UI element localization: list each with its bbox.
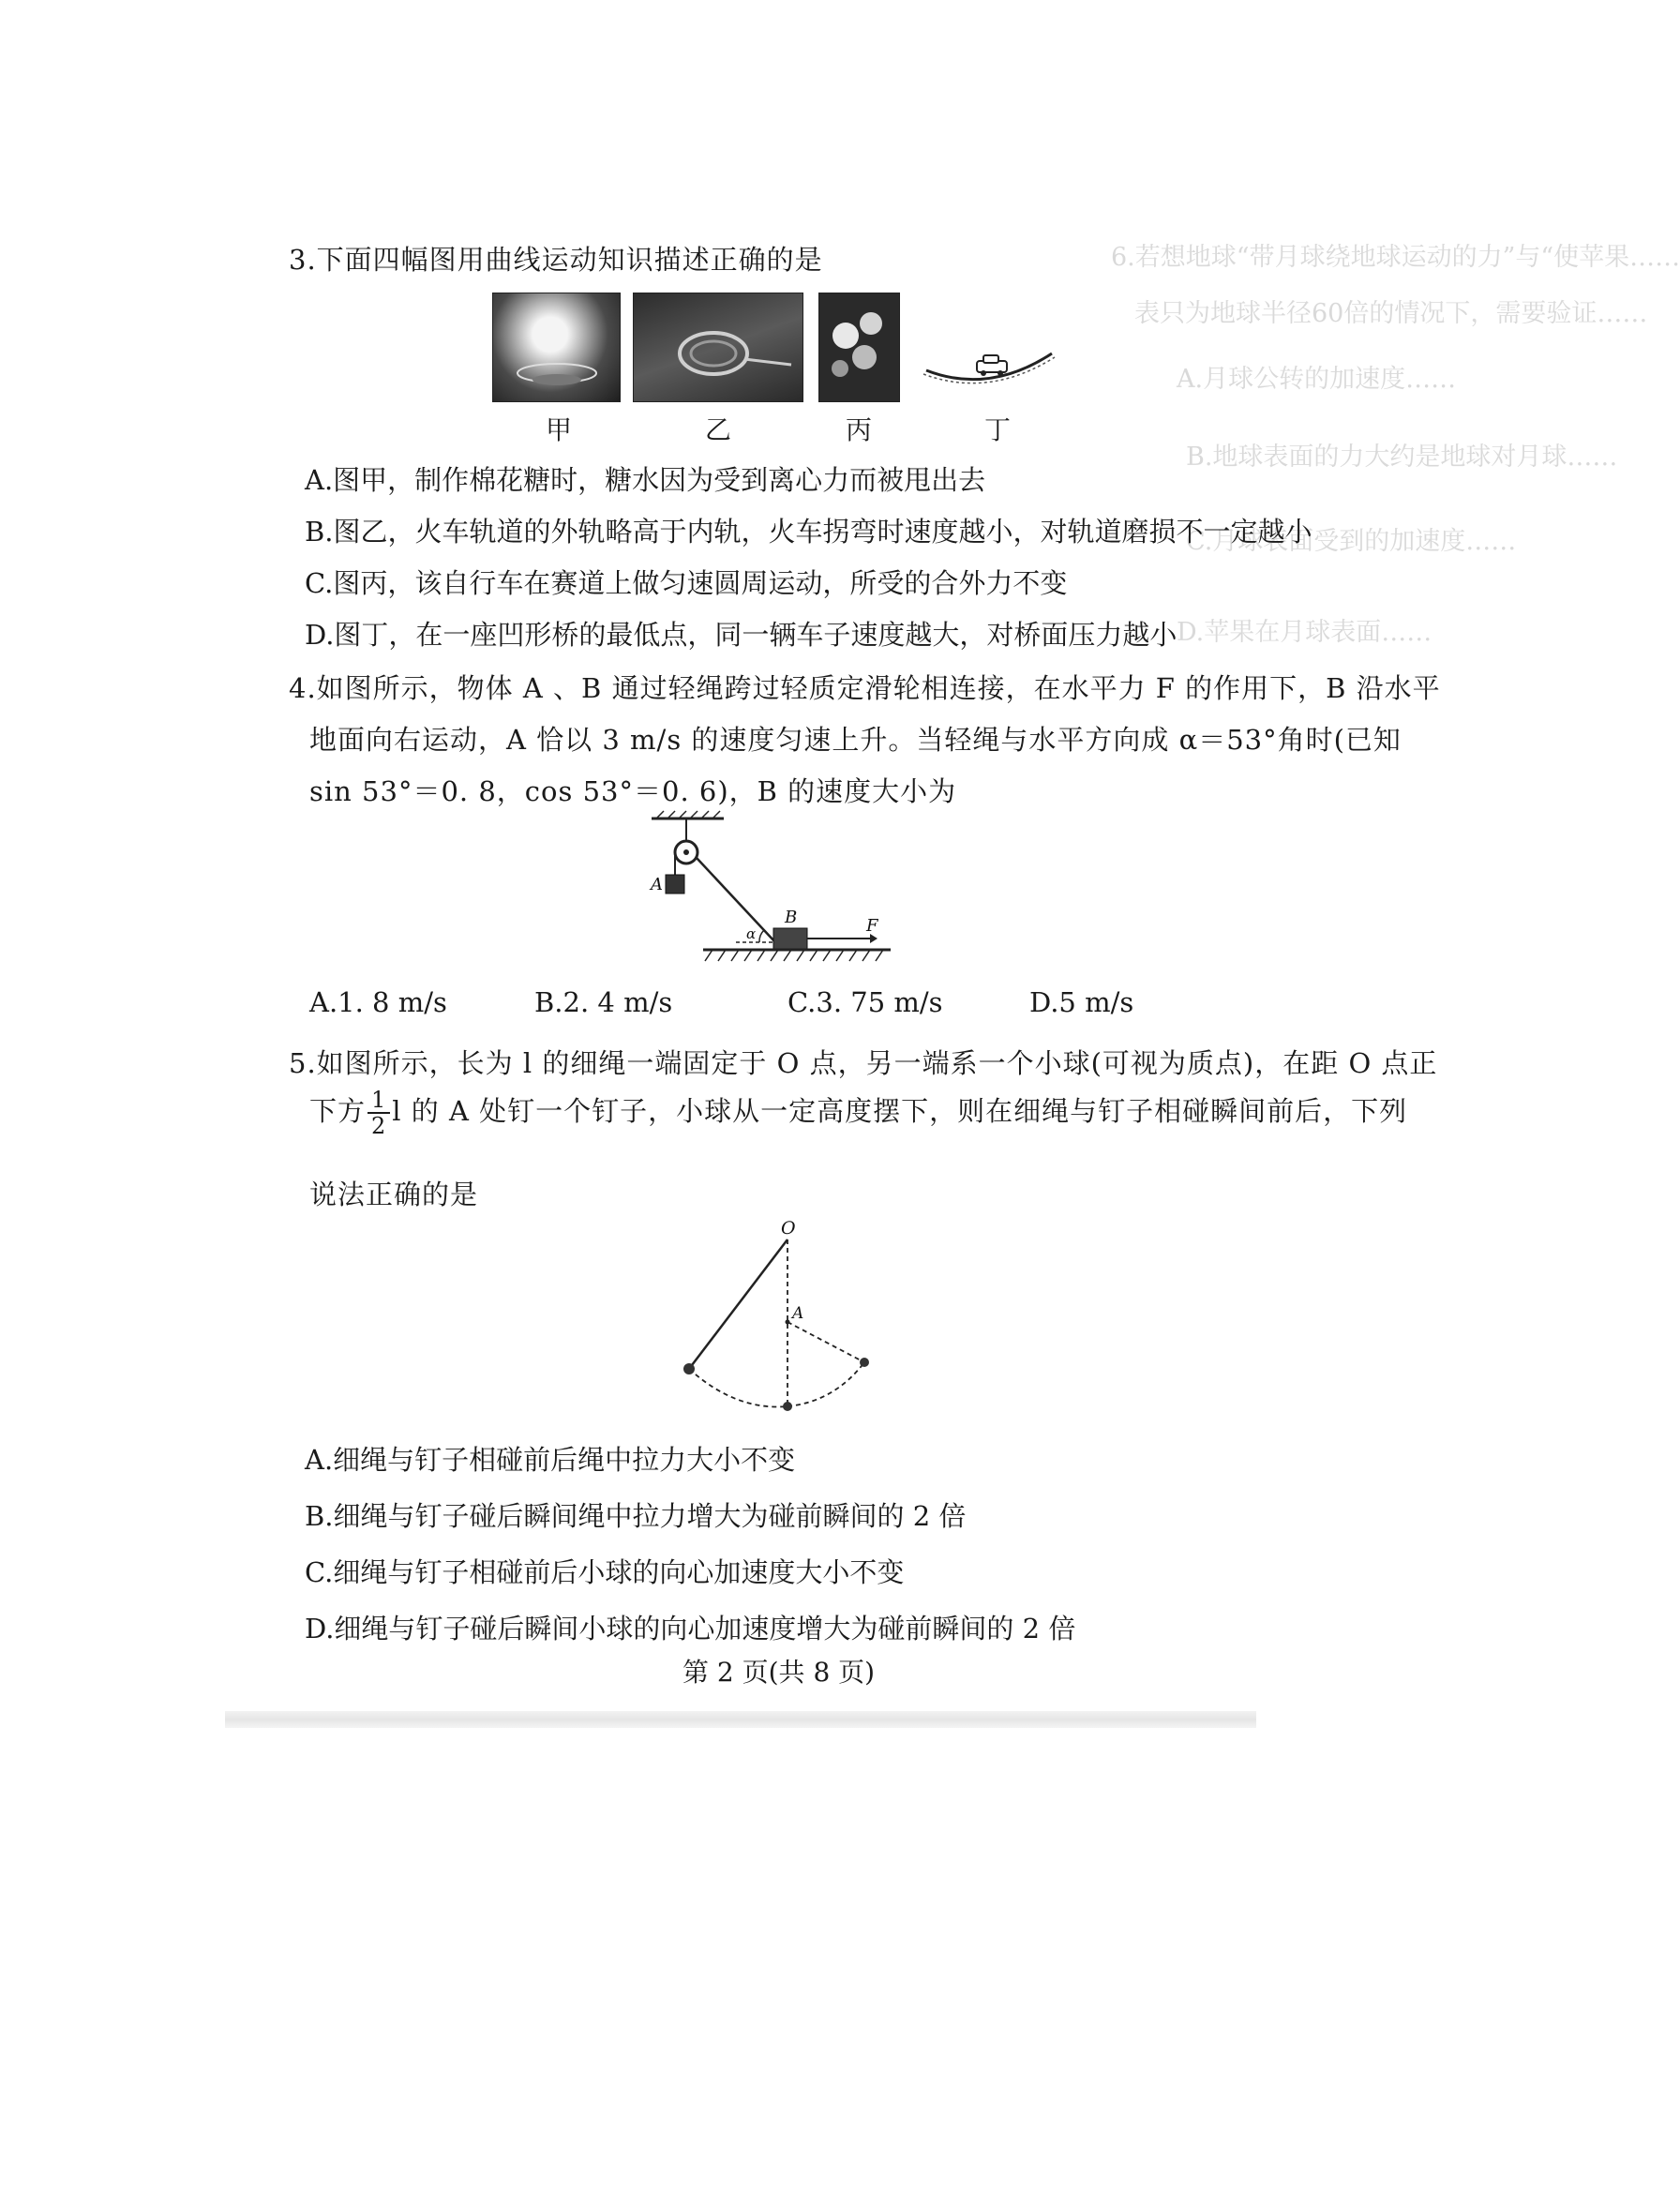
scan-band [225, 1711, 1256, 1728]
cyclists-icon [819, 293, 899, 401]
q4-stem-line2: 地面向右运动，A 恰以 3 m/s 的速度匀速上升。当轻绳与水平方向成 α＝53°角时(已知 [309, 724, 1402, 756]
photo-yi [633, 293, 803, 402]
label-b: B [785, 908, 798, 927]
caption-ding: 丁 [984, 414, 1012, 445]
photo-bing [818, 293, 900, 402]
ghost-text: D.苹果在月球表面…… [1177, 618, 1432, 647]
cotton-candy-machine-icon [493, 293, 620, 401]
fraction-numerator: 1 [368, 1088, 390, 1114]
ball-start [683, 1363, 695, 1374]
caption-bing: 丙 [846, 414, 873, 445]
q5-line2-suffix: l 的 A 处钉一个钉子，小球从一定高度摆下，则在细绳与钉子相碰瞬间前后，下列 [392, 1095, 1408, 1127]
concave-bridge-figure [923, 333, 1055, 389]
fraction-one-half [368, 1088, 390, 1138]
caption-yi: 乙 [705, 414, 732, 445]
block-b [773, 928, 807, 949]
q4-stem-line1: 4.如图所示，物体 A 、B 通过轻绳跨过轻质定滑轮相连接，在水平力 F 的作用下，B 沿水平 [289, 672, 1441, 704]
q3-stem: 3.下面四幅图用曲线运动知识描述正确的是 [289, 244, 823, 276]
ghost-text: 6.若想地球“带月球绕地球运动的力”与“使苹果…… [1111, 243, 1680, 272]
q4-option-a: A.1. 8 m/s [309, 986, 447, 1018]
label-a: A [651, 875, 663, 894]
fraction-denominator: 2 [371, 1113, 387, 1139]
page-footer: 第 2 页(共 8 页) [682, 1657, 876, 1688]
q5-option-d: D.细绳与钉子碰后瞬间小球的向心加速度增大为碰前瞬间的 2 倍 [305, 1613, 1076, 1645]
q3-option-a: A.图甲，制作棉花糖时，糖水因为受到离心力而被甩出去 [305, 464, 986, 496]
label-a: A [792, 1304, 804, 1323]
q5-option-a: A.细绳与钉子相碰前后绳中拉力大小不变 [305, 1444, 796, 1476]
q4-stem-line3: sin 53°＝0. 8，cos 53°＝0. 6)，B 的速度大小为 [309, 775, 957, 807]
label-o: O [781, 1218, 796, 1239]
car-icon [977, 355, 1007, 376]
q4-option-d: D.5 m/s [1029, 986, 1134, 1018]
ghost-text: B.地球表面的力大约是地球对月球…… [1186, 443, 1618, 472]
q3-option-b: B.图乙，火车轨道的外轨略高于内轨，火车拐弯时速度越小，对轨道磨损不一定越小 [305, 516, 1312, 548]
pulley-figure [647, 811, 928, 966]
caption-jia: 甲 [546, 414, 573, 445]
q3-option-c: C.图丙，该自行车在赛道上做匀速圆周运动，所受的合外力不变 [305, 567, 1068, 599]
q4-option-c: C.3. 75 m/s [788, 986, 943, 1018]
q5-option-b: B.细绳与钉子碰后瞬间绳中拉力增大为碰前瞬间的 2 倍 [305, 1500, 967, 1532]
ghost-text: C.月球表面受到的加速度…… [1186, 527, 1517, 556]
q3-option-d: D.图丁，在一座凹形桥的最低点，同一辆车子速度越大，对桥面压力越小 [305, 619, 1178, 651]
nail-a [786, 1320, 790, 1325]
q5-option-c: C.细绳与钉子相碰前后小球的向心加速度大小不变 [305, 1556, 905, 1588]
label-f: F [866, 916, 878, 936]
q5-stem-line1: 5.如图所示，长为 l 的细绳一端固定于 O 点，另一端系一个小球(可视为质点)，在距 O 点正 [289, 1047, 1438, 1079]
q5-line2-prefix: 下方 [309, 1095, 367, 1127]
q4-option-b: B.2. 4 m/s [534, 986, 673, 1018]
photo-jia [492, 293, 621, 402]
block-a [666, 875, 684, 894]
ball-bottom [783, 1402, 792, 1411]
ghost-text: A.月球公转的加速度…… [1177, 365, 1457, 394]
ball-end [860, 1358, 869, 1367]
label-alpha: α [746, 925, 757, 942]
q5-stem-line2 [309, 1088, 1407, 1138]
q5-stem-line3: 说法正确的是 [309, 1179, 479, 1210]
pendulum-figure [670, 1219, 895, 1425]
rail-track-icon [634, 293, 802, 401]
ghost-text: 表只为地球半径60倍的情况下，需要验证…… [1134, 299, 1648, 328]
